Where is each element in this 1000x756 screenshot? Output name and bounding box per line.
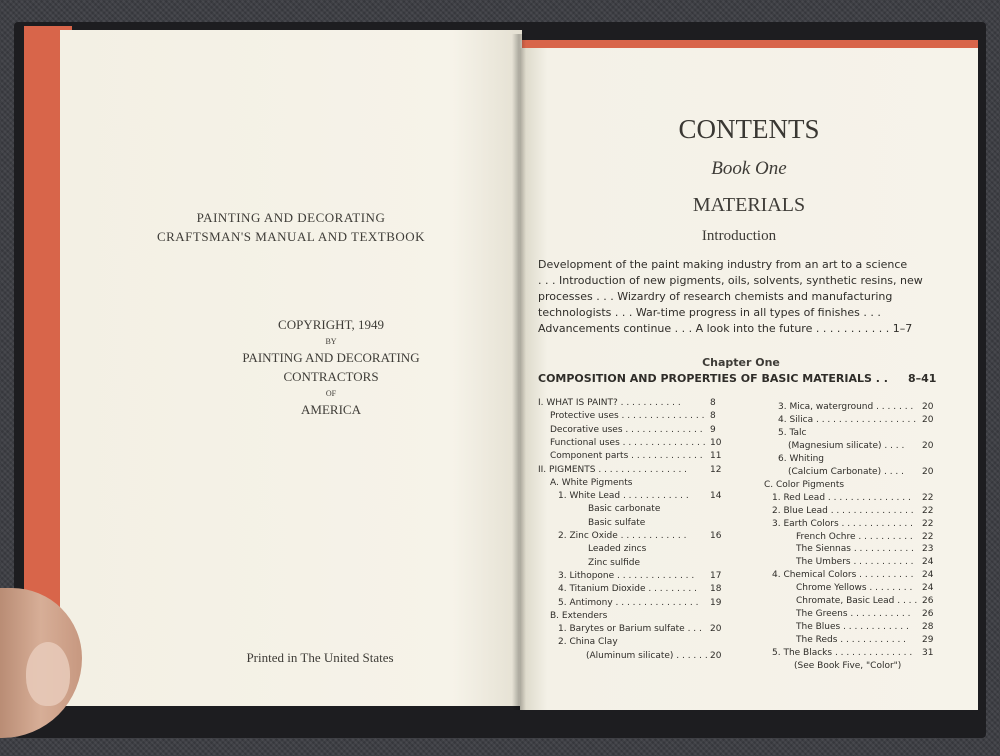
- toc-entry-page: 20: [922, 440, 934, 451]
- toc-entry-page: 18: [710, 584, 722, 595]
- copyright-line: COPYRIGHT, 1949: [278, 317, 384, 332]
- toc-entry-label: (See Book Five, "Color"): [794, 661, 902, 671]
- toc-entry-page: 20: [922, 402, 934, 412]
- toc-entry-label: 5. Talc: [778, 427, 807, 438]
- toc-entry-label: 4. Titanium Dioxide . . . . . . . . .: [558, 584, 697, 595]
- toc-entry-page: 22: [922, 492, 934, 503]
- title-line-1: PAINTING AND DECORATING: [196, 210, 386, 225]
- toc-entry-label: Functional uses . . . . . . . . . . . . . . .: [550, 437, 706, 448]
- toc-entry-label: 3. Earth Colors . . . . . . . . . . . . .: [772, 518, 914, 529]
- toc-entry-label: 3. Mica, waterground . . . . . . .: [778, 402, 914, 412]
- toc-entry-page: 20: [922, 414, 934, 425]
- title-line-2: CRAFTSMAN'S MANUAL AND TEXTBOOK: [156, 229, 426, 244]
- printed-line: Printed in The United States: [246, 650, 394, 665]
- toc-entry-page: 20: [710, 624, 722, 635]
- intro-line: . . . Introduction of new pigments, oils, solvents, synthetic resins, new: [538, 274, 923, 287]
- toc-entry-label: The Greens . . . . . . . . . . .: [796, 609, 911, 620]
- toc-entry-label: Chromate, Basic Lead . . . .: [796, 596, 918, 607]
- toc-entry-page: 31: [922, 648, 934, 659]
- toc-entry-page: 9: [710, 424, 716, 435]
- toc-entry-page: 10: [710, 437, 722, 448]
- toc-entry-label: The Umbers . . . . . . . . . . .: [796, 557, 914, 568]
- org-line-3: AMERICA: [301, 402, 361, 417]
- intro-line: processes . . . Wizardry of research chemists and manufacturing: [538, 290, 893, 303]
- toc-entry-label: II. PIGMENTS . . . . . . . . . . . . . . . .: [538, 464, 688, 475]
- left-page: [60, 30, 522, 706]
- toc-entry-label: 6. Whiting: [778, 453, 824, 464]
- toc-entry-page: 26: [922, 596, 934, 607]
- toc-entry-label: 1. White Lead . . . . . . . . . . . .: [558, 491, 689, 502]
- toc-entry-label: 1. Red Lead . . . . . . . . . . . . . . .: [772, 492, 911, 503]
- toc-entry-page: 29: [922, 635, 934, 646]
- toc-entry-label: 2. Blue Lead . . . . . . . . . . . . . . .: [772, 505, 914, 516]
- toc-entry-label: Chrome Yellows . . . . . . . .: [796, 583, 913, 594]
- thumbnail: [26, 642, 70, 706]
- toc-entry-label: Protective uses . . . . . . . . . . . . . . .: [550, 411, 705, 422]
- toc-entry-page: 22: [922, 531, 934, 542]
- contents-heading: CONTENTS: [678, 114, 820, 144]
- toc-entry-label: 1. Barytes or Barium sulfate . . .: [558, 624, 702, 635]
- toc-entry-label: A. White Pigments: [550, 477, 633, 488]
- toc-entry-page: 14: [710, 491, 722, 502]
- toc-entry-page: 20: [710, 650, 722, 661]
- toc-entry-page: 12: [710, 464, 722, 475]
- toc-entry-label: Zinc sulfide: [588, 557, 640, 568]
- toc-entry-page: 20: [922, 466, 934, 477]
- org-line-1: PAINTING AND DECORATING: [242, 350, 420, 365]
- toc-entry-label: 2. Zinc Oxide . . . . . . . . . . . .: [558, 531, 687, 541]
- toc-entry-label: French Ochre . . . . . . . . . .: [796, 531, 913, 542]
- toc-entry-label: The Reds . . . . . . . . . . . .: [796, 635, 907, 646]
- right-page: [520, 48, 978, 710]
- toc-entry-label: I. WHAT IS PAINT? . . . . . . . . . . .: [538, 398, 681, 408]
- toc-entry-label: 4. Chemical Colors . . . . . . . . . .: [772, 570, 914, 581]
- book-gutter: [512, 34, 526, 710]
- toc-entry-page: 16: [710, 531, 722, 541]
- introduction-heading: Introduction: [701, 228, 777, 244]
- toc-entry-label: C. Color Pigments: [764, 479, 845, 490]
- toc-entry-page: 24: [922, 583, 934, 594]
- toc-entry-label: (Magnesium silicate) . . . .: [788, 440, 905, 451]
- toc-entry-label: 2. China Clay: [558, 637, 618, 648]
- org-line-2: CONTRACTORS: [283, 369, 379, 384]
- toc-entry-page: 23: [922, 544, 934, 555]
- intro-line: Development of the paint making industry from an art to a science: [538, 258, 908, 271]
- of-line: OF: [325, 389, 337, 398]
- toc-entry-label: Leaded zincs: [588, 544, 647, 555]
- by-line: BY: [325, 337, 337, 346]
- toc-entry-label: Basic carbonate: [588, 504, 661, 515]
- toc-entry-label: 5. The Blacks . . . . . . . . . . . . . .: [772, 648, 913, 659]
- toc-entry-page: 24: [922, 557, 934, 568]
- toc-entry-page: 11: [710, 451, 722, 462]
- intro-line: technologists . . . War-time progress in all types of finishes . . .: [538, 306, 881, 319]
- toc-entry-page: 22: [922, 505, 934, 516]
- toc-entry-page: 28: [922, 622, 934, 633]
- chapter-title: COMPOSITION AND PROPERTIES OF BASIC MATERIALS . .: [538, 372, 888, 385]
- toc-entry-page: 26: [922, 609, 934, 620]
- book-heading: Book One: [711, 158, 787, 179]
- toc-entry-label: (Aluminum silicate) . . . . . .: [586, 650, 708, 661]
- chapter-pages: 8–41: [908, 372, 937, 385]
- toc-entry-page: 8: [710, 398, 716, 408]
- toc-entry-label: 5. Antimony . . . . . . . . . . . . . . .: [558, 597, 699, 608]
- toc-entry-page: 24: [922, 570, 934, 581]
- toc-entry-label: Decorative uses . . . . . . . . . . . . . .: [550, 424, 703, 435]
- intro-line: Advancements continue . . . A look into the future . . . . . . . . . . . 1–7: [538, 322, 913, 335]
- toc-entry-label: The Siennas . . . . . . . . . . .: [796, 544, 914, 555]
- toc-entry-page: 19: [710, 597, 722, 608]
- toc-entry-label: Basic sulfate: [588, 517, 646, 528]
- chapter-heading: Chapter One: [702, 356, 780, 369]
- toc-entry-label: The Blues . . . . . . . . . . . .: [796, 622, 909, 633]
- toc-entry-label: 4. Silica . . . . . . . . . . . . . . . . . .: [778, 414, 917, 425]
- toc-entry-label: 3. Lithopone . . . . . . . . . . . . . .: [558, 570, 695, 581]
- toc-entry-label: (Calcium Carbonate) . . . .: [788, 466, 904, 477]
- toc-entry-label: B. Extenders: [550, 610, 608, 621]
- toc-entry-page: 8: [710, 411, 716, 422]
- toc-entry-page: 22: [922, 518, 934, 529]
- materials-heading: MATERIALS: [692, 194, 806, 216]
- toc-entry-label: Component parts . . . . . . . . . . . . .: [550, 451, 703, 462]
- toc-entry-page: 17: [710, 570, 722, 581]
